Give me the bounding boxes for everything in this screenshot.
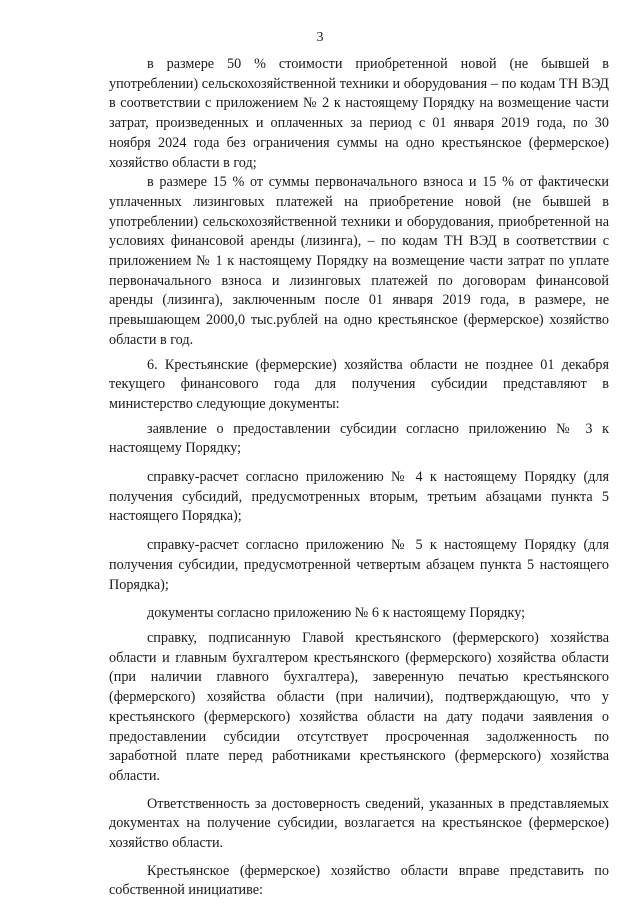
paragraph: справку-расчет согласно приложению № 4 к настоящему Порядку (для получения субсидий, предусмотренных вторым, третьим абзацами пункта 5 настоящего Порядка); [109,469,609,525]
paragraph: Крестьянское (фермерское) хозяйство области вправе представить по собственной инициативе: [109,862,609,899]
page-number: 3 [316,30,324,45]
paragraph: справку-расчет согласно приложению № 5 к настоящему Порядку (для получения субсидии, предусмотренной четвертым абзацем пункта 5 настоящего Порядка); [109,537,609,593]
paragraph: заявление о предоставлении субсидии согласно приложению № 3 к настоящему Порядку; [109,420,609,457]
paragraph: 6. Крестьянские (фермерские) хозяйства области не позднее 01 декабря текущего финансового года для получения субсидии представляют в министерство следующие документы: [109,356,609,412]
paragraph: справку, подписанную Главой крестьянского (фермерского) хозяйства области и главным бухгалтером крестьянского (фермерского) хозяйства области (при наличии главного бухгалтера), заверенную печатью крестьянского (фермерского) хозяйства области (при наличии), подтверждающую, что у крестьянского (фермерского) хозяйства области на дату подачи заявления о предоставлении субсидии отсутствует просроченная задолженность по заработной плате перед работниками крестьянского (фермерского) хозяйства области. [109,629,609,784]
paragraph: в размере 15 % от суммы первоначального взноса и 15 % от фактически уплаченных лизинговых платежей на приобретение новой (не бывшей в употреблении) сельскохозяйственной техники и оборудования, приобретенной на условиях финансовой аренды (лизинга), – по кодам ТН ВЭД в соответствии с приложением № 1 к настоящему Порядку на возмещение части затрат по уплате первоначального взноса и лизинговых платежей по договорам финансовой аренды (лизинга), заключенным после 01 января 2019 года, в размере, не превышающем 2000,0 тыс.рублей на одно крестьянское (фермерское) хозяйство области в год. [109,174,609,348]
document-body [109,55,609,901]
paragraph: в размере 50 % стоимости приобретенной новой (не бывшей в употреблении) сельскохозяйственной техники и оборудования – по кодам ТН ВЭД в соответствии с приложением № 2 к настоящему Порядку на возмещение части затрат, произведенных и оплаченных за период с 01 января 2019 года, по 30 ноября 2024 года без ограничения суммы на одно крестьянское (фермерское) хозяйство области в год; [109,56,609,171]
paragraph: документы согласно приложению № 6 к настоящему Порядку; [147,605,526,622]
paragraph: Ответственность за достоверность сведений, указанных в представляемых документах на получение субсидии, возлагается на крестьянское (фермерское) хозяйство области. [109,795,609,852]
